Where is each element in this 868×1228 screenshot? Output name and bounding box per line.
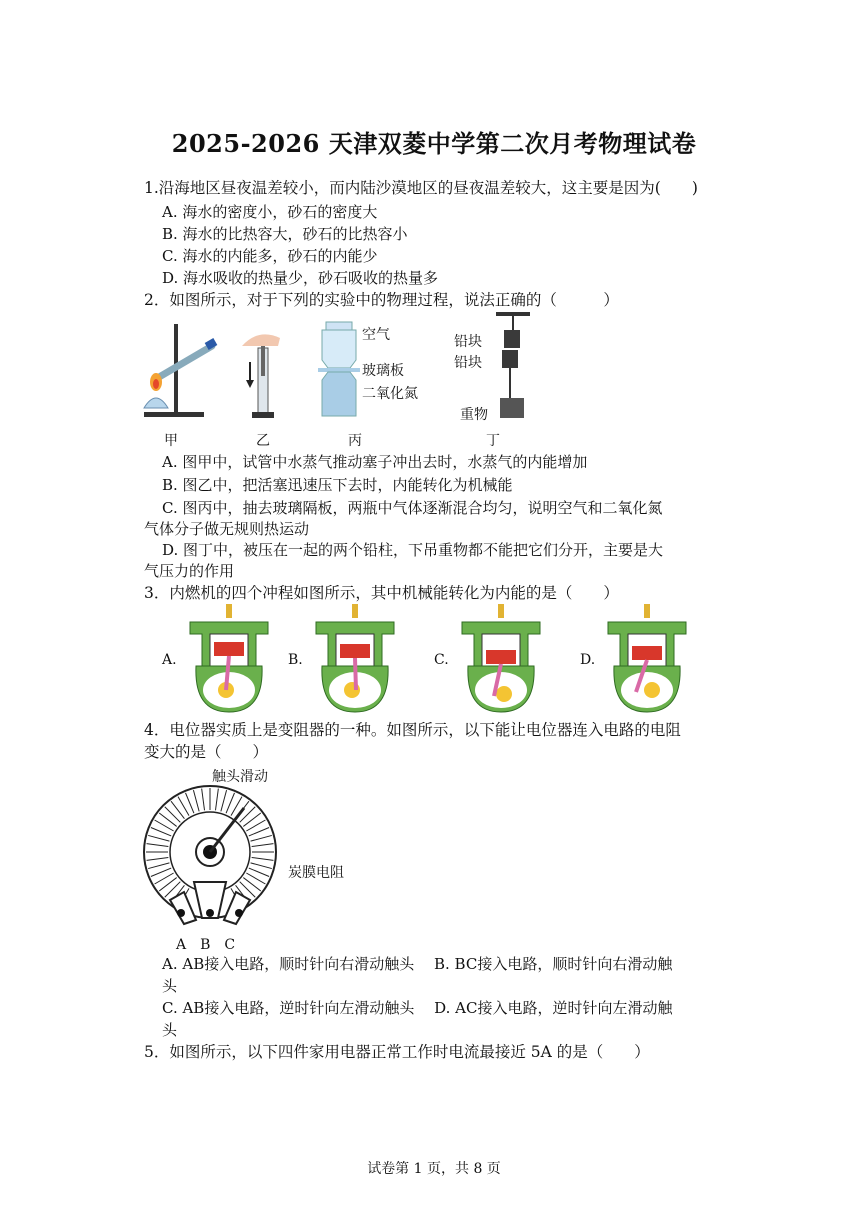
q4-potentiometer-diagram xyxy=(140,782,286,934)
q2-bing-air-label: 空气 xyxy=(362,327,390,343)
q1-option-b: B. 海水的比热容大，砂石的比热容小 xyxy=(162,225,408,243)
q4-slide-label: 触头滑动 xyxy=(212,769,268,785)
q1-option-c: C. 海水的内能多，砂石的内能少 xyxy=(162,247,378,265)
q2-option-a: A. 图甲中，试管中水蒸气推动塞子冲出去时，水蒸气的内能增加 xyxy=(162,453,588,471)
q2-stem: 2．如图所示，对于下列的实验中的物理过程，说法正确的（ ） xyxy=(144,291,619,309)
q2-label-bing: 丙 xyxy=(348,433,362,449)
q2-bing-no2-label: 二氧化氮 xyxy=(362,386,418,402)
q4-option-c-d: C. AB接入电路，逆时针向左滑动触头 D. AC接入电路，逆时针向左滑动触 xyxy=(162,999,673,1017)
page-footer: 试卷第 1 页，共 8 页 xyxy=(367,1161,501,1177)
q4-film-label: 炭膜电阻 xyxy=(288,865,344,881)
q4-option-a-b: A. AB接入电路，顺时针向右滑动触头 B. BC接入电路，顺时针向右滑动触 xyxy=(162,955,673,973)
q2-option-d: D. 图丁中，被压在一起的两个铅柱，下吊重物都不能把它们分开，主要是大 xyxy=(162,541,664,559)
q2-option-c-cont: 气体分子做无规则热运动 xyxy=(144,520,310,538)
q4-stem-line1: 4．电位器实质上是变阻器的一种。如图所示，以下能让电位器连入电路的电阻 xyxy=(144,721,681,739)
q2-ding-lead-bottom-label: 铅块 xyxy=(454,355,482,371)
q3-label-b: B. xyxy=(288,652,303,668)
q2-figure-ding-lead-blocks xyxy=(490,310,536,426)
q2-label-ding: 丁 xyxy=(486,433,500,449)
q3-engine-a-icon xyxy=(186,604,272,716)
q2-figure-bing-gas-diffusion xyxy=(316,320,362,422)
q4-option-d-cont: 头 xyxy=(162,1021,178,1039)
q3-engine-c-icon xyxy=(458,604,544,716)
q2-label-jia: 甲 xyxy=(164,433,178,449)
q3-engine-b-icon xyxy=(312,604,398,716)
q5-stem: 5．如图所示，以下四件家用电器正常工作时电流最接近 5A 的是（ ） xyxy=(144,1043,650,1061)
q3-label-c: C. xyxy=(434,652,449,668)
page-title: 2025-2026 天津双菱中学第二次月考物理试卷 xyxy=(171,129,697,158)
q2-ding-lead-top-label: 铅块 xyxy=(454,334,482,350)
q2-figure-yi-piston-cylinder xyxy=(238,326,288,422)
q1-stem: 1.沿海地区昼夜温差较小，而内陆沙漠地区的昼夜温差较大，这主要是因为( ) xyxy=(144,179,698,197)
q4-option-b-cont: 头 xyxy=(162,977,178,995)
q2-label-yi: 乙 xyxy=(256,433,270,449)
q3-stem: 3．内燃机的四个冲程如图所示，其中机械能转化为内能的是（ ） xyxy=(144,584,619,602)
q4-stem-line2: 变大的是（ ） xyxy=(144,743,269,761)
q2-option-c: C. 图丙中，抽去玻璃隔板，两瓶中气体逐渐混合均匀，说明空气和二氧化氮 xyxy=(162,499,663,517)
q2-option-b: B. 图乙中，把活塞迅速压下去时，内能转化为机械能 xyxy=(162,476,513,494)
q3-engine-d-icon xyxy=(604,604,690,716)
q2-bing-glass-label: 玻璃板 xyxy=(362,363,404,379)
q2-figure-jia-test-tube-heating xyxy=(134,318,224,422)
q2-ding-weight-label: 重物 xyxy=(460,407,488,423)
q3-label-a: A. xyxy=(162,652,177,668)
q3-label-d: D. xyxy=(580,652,596,668)
q1-option-d: D. 海水吸收的热量少，砂石吸收的热量多 xyxy=(162,269,439,287)
q1-option-a: A. 海水的密度小，砂石的密度大 xyxy=(162,203,378,221)
q2-option-d-cont: 气压力的作用 xyxy=(144,562,235,580)
q4-terminals-label: A B C xyxy=(176,937,236,953)
